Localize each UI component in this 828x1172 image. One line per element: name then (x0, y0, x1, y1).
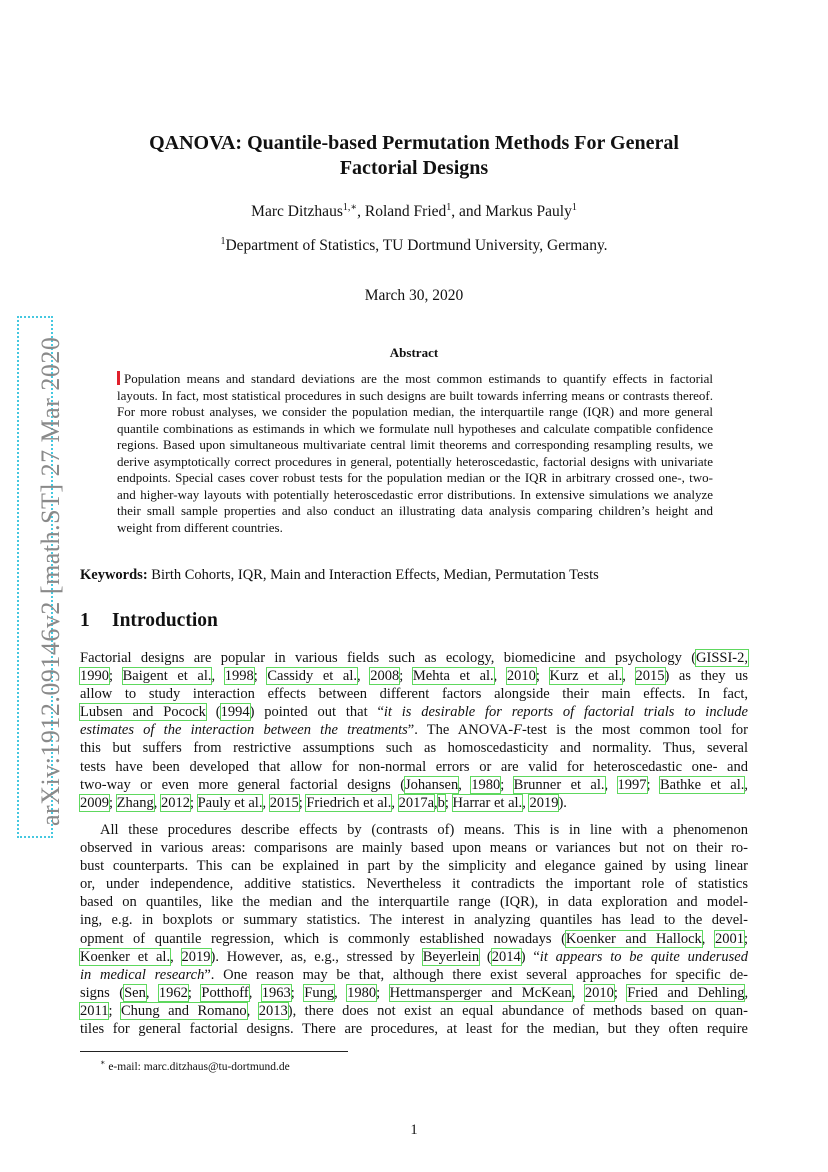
footnote-email: e-mail: marc.ditzhaus@tu-dortmund.de (105, 1060, 290, 1073)
text-line (80, 1002, 748, 1020)
citation-link[interactable]: 2017a (398, 794, 435, 811)
citation-link[interactable]: 2009 (80, 794, 109, 811)
text: ), there does not exist an equal abundance of methods based on quan- (287, 1002, 749, 1019)
text: ; (613, 984, 628, 1001)
citation-link[interactable]: Cassidy et al. (267, 668, 358, 685)
page-number: 1 (410, 1122, 418, 1138)
citation-link[interactable]: Hettmansperger and McKean (389, 984, 572, 1001)
intro-paragraph-2 (80, 821, 748, 1038)
text: ; (298, 794, 307, 811)
keywords (80, 567, 748, 584)
text-line (80, 966, 748, 984)
citation-link[interactable]: Harrar et al. (452, 794, 523, 811)
text: ; (253, 668, 268, 685)
quote-text: in medical research (80, 966, 205, 983)
citation-link[interactable]: 1990 (80, 668, 109, 685)
citation-link[interactable]: 2015 (269, 794, 299, 811)
citation-link[interactable]: Potthoff (201, 984, 249, 1001)
text: ). (558, 794, 567, 811)
text: ”. The ANOVA- (407, 722, 514, 739)
text: , (334, 984, 348, 1001)
author-list (80, 202, 748, 221)
text: ; (108, 1002, 121, 1019)
keywords-label: Keywords: (80, 567, 148, 583)
section-number: 1 (80, 610, 90, 631)
text: ( (205, 704, 221, 721)
text-line: ing, e.g. in boxplots or summary statistics. The interest in analyzing quantiles has lead to the devel- (80, 912, 748, 929)
citation-link[interactable]: Brunner et al. (513, 776, 605, 793)
citation-link[interactable]: 2012 (160, 794, 190, 811)
keywords-list: Birth Cohorts, IQR, Main and Interaction Effects, Median, Permutation Tests (147, 567, 599, 583)
text-line (80, 776, 748, 794)
citation-link[interactable]: 2011 (80, 1002, 109, 1019)
text: ”. One reason may be that, although there exist several approaches for specific de- (204, 966, 749, 983)
text: , (262, 794, 270, 811)
quote-text: estimates of the interaction between the treatments (80, 722, 408, 739)
text: opment of quantile regression, which is commonly established nowadays ( (80, 930, 566, 947)
text: ) “ (520, 948, 540, 965)
text-line (80, 948, 748, 966)
citation-link[interactable]: 2015 (635, 668, 665, 685)
text-line: allow to study interaction effects between different factors alongside their main effects. In fact, (80, 686, 748, 703)
text: ) as they us (664, 668, 749, 685)
citation-link[interactable]: 1997 (617, 776, 647, 793)
text-line: tests have been developed that allow for non-normal errors or are valid for heteroscedastic one- and (80, 758, 748, 775)
text: ; (743, 930, 748, 947)
text-line (80, 667, 748, 685)
intro-paragraph-1 (80, 649, 748, 812)
affiliation (80, 236, 748, 255)
author-2-affil: 1 (446, 202, 452, 213)
text-line: All these procedures describe effects by (contrasts of) means. This is in line with a phenomenon (100, 822, 748, 838)
text: , (145, 984, 159, 1001)
text-line (80, 930, 748, 948)
text: , (458, 776, 472, 793)
text: two-way or even more general factorial designs ( (80, 776, 406, 793)
text: ; (189, 794, 198, 811)
citation-link[interactable]: Lubsen and Pocock (80, 704, 206, 721)
citation-link[interactable]: 2014 (491, 948, 521, 965)
text-line (80, 984, 748, 1002)
text: , (391, 794, 399, 811)
text: signs ( (80, 984, 125, 1001)
citation-link[interactable]: Zhang (116, 794, 154, 811)
citation-link[interactable]: 2013 (258, 1002, 288, 1019)
section-title: Introduction (112, 610, 218, 631)
citation-link[interactable]: Fung (304, 984, 335, 1001)
title-line-1: QANOVA: Quantile-based Permutation Methods For General (149, 132, 679, 154)
citation-link[interactable]: Baigent et al. (122, 668, 212, 685)
author-3-affil: 1 (571, 202, 577, 213)
text-line: bust counterparts. This can be explained in part by the simplicity and elegance gained by using linear (80, 858, 748, 875)
text: ; (290, 984, 305, 1001)
text: ; (376, 984, 390, 1001)
text: ; (500, 776, 514, 793)
text-line: observed in various areas: comparisons are mainly based upon means or variances but not on their ro- (80, 840, 748, 857)
text: ( (479, 948, 492, 965)
author-1-affil[interactable]: 1,∗ (342, 202, 358, 213)
section-heading (80, 610, 218, 632)
author-3: , and Markus Pauly (451, 203, 572, 221)
text: Factorial designs are popular in various fields such as ecology, biomedicine and psychology ( (80, 650, 697, 666)
citation-link[interactable]: 2019 (529, 794, 559, 811)
footnote-mark: ∗ (100, 1058, 106, 1067)
text: ; (399, 668, 413, 685)
affiliation-text: Department of Statistics, TU Dortmund University, Germany. (225, 237, 608, 255)
text-line: tiles for general factorial designs. There are procedures, at least for the median, but they often require (80, 1021, 748, 1038)
math-symbol: F (513, 722, 522, 739)
text-line (80, 721, 748, 739)
text: , (246, 1002, 259, 1019)
author-2: , Roland Fried (357, 203, 447, 221)
abstract-text: Population means and standard deviations are the most common estimands to quantify effects in factorial layouts. In fact, most statistical procedures in such designs are built towards inferring means or contrasts thereof. For more robust analyses, we consider the population median, the interquartile range (IQR) and more general quantile combinations as estimands in which we formulate null hypotheses and calculate compatible confidence regions. Based upon simultaneous multivariate central limit theorems and corresponding resampling results, we derive asymptotically correct procedures in general, potentially heteroscedastic, factorial designs with univariate endpoints. Special cases cover robust tests for the population median or the IQR in arbitrary crossed one-, two- and higher-way layouts with potentially heteroscedastic error distributions. In extensive simulations we analyze their small sample properties and also conduct an illustrating data analysis comparing children’s height and weight from different countries. (117, 371, 713, 535)
footnote (100, 1058, 290, 1073)
text: , (622, 668, 636, 685)
citation-link[interactable]: Friedrich et al. (306, 794, 392, 811)
citation-link[interactable]: Koenker and Hallock (565, 930, 702, 947)
quote-text: it is desirable for reports of factorial trials to include (383, 704, 748, 721)
paper-date: March 30, 2020 (364, 287, 464, 304)
citation-link[interactable]: Koenker et al. (80, 948, 171, 965)
paper-title (80, 131, 748, 181)
citation-link[interactable]: 2019 (181, 948, 211, 965)
text: , (153, 794, 161, 811)
citation-link[interactable]: 2010 (506, 668, 536, 685)
text-line (80, 703, 748, 721)
citation-link[interactable]: GISSI-2, (696, 650, 748, 666)
citation-link[interactable]: 2008 (370, 668, 400, 685)
text: , (744, 776, 749, 793)
text: ; (444, 794, 453, 811)
citation-link[interactable]: 1994 (220, 704, 250, 721)
citation-link[interactable]: Fried and Dehling (627, 984, 745, 1001)
abstract-heading: Abstract (389, 345, 439, 360)
text-line (80, 794, 748, 812)
text: , (744, 984, 749, 1001)
affiliation-mark: 1 (220, 236, 226, 247)
citation-link[interactable]: Bathke et al. (659, 776, 745, 793)
text: ; (535, 668, 550, 685)
text: , (493, 668, 507, 685)
text: , (248, 984, 262, 1001)
text: , (571, 984, 585, 1001)
text: , (701, 930, 715, 947)
title-line-2: Factorial Designs (339, 157, 489, 179)
author-1: Marc Ditzhaus (251, 203, 343, 221)
text: ) pointed out that “ (249, 704, 384, 721)
text: , (170, 948, 182, 965)
text: ; (646, 776, 660, 793)
text: ; (109, 668, 123, 685)
citation-link[interactable]: b (437, 794, 445, 811)
text-line: based on quantiles, like the median and the interquartile range (IQR), in data exploration and model- (80, 894, 748, 911)
citation-link[interactable]: 2001 (714, 930, 744, 947)
citation-link[interactable]: Beyerlein (422, 948, 480, 965)
text-line: this but suffers from restrictive assumptions such as homoscedasticity and normality. Thus, several (80, 740, 748, 757)
arxiv-stamp[interactable]: arXiv:1912.09146v2 [math.ST] 27 Mar 2020 (36, 336, 65, 826)
text-line (80, 649, 748, 667)
text: , (357, 668, 371, 685)
footnote-rule (80, 1051, 348, 1052)
annotation-marker (117, 371, 120, 385)
citation-link[interactable]: 1963 (261, 984, 291, 1001)
citation-link[interactable]: 1980 (347, 984, 377, 1001)
citation-link[interactable]: Mehta et al. (412, 668, 494, 685)
citation-link[interactable]: 1980 (471, 776, 501, 793)
citation-link[interactable]: Sen (124, 984, 146, 1001)
citation-link[interactable]: Chung and Romano (120, 1002, 247, 1019)
text: , (522, 794, 530, 811)
text: ; (109, 794, 117, 811)
text: , (211, 668, 225, 685)
citation-link[interactable]: 1998 (224, 668, 254, 685)
text: , (604, 776, 618, 793)
text: -test is the most common tool for (521, 722, 749, 739)
text: ; (187, 984, 202, 1001)
citation-link[interactable]: 1962 (158, 984, 188, 1001)
quote-text: it appears to be quite underused (539, 948, 748, 965)
text: ). However, as, e.g., stressed by (210, 948, 423, 965)
citation-link[interactable]: Johansen (405, 776, 459, 793)
citation-link[interactable]: Pauly et al. (197, 794, 263, 811)
abstract-body (117, 371, 713, 536)
text-line: or, under independence, additive statistics. Nevertheless it contradicts the important role of statistics (80, 876, 748, 893)
text: , (434, 794, 438, 811)
citation-link[interactable]: Kurz et al. (549, 668, 623, 685)
citation-link[interactable]: 2010 (584, 984, 614, 1001)
